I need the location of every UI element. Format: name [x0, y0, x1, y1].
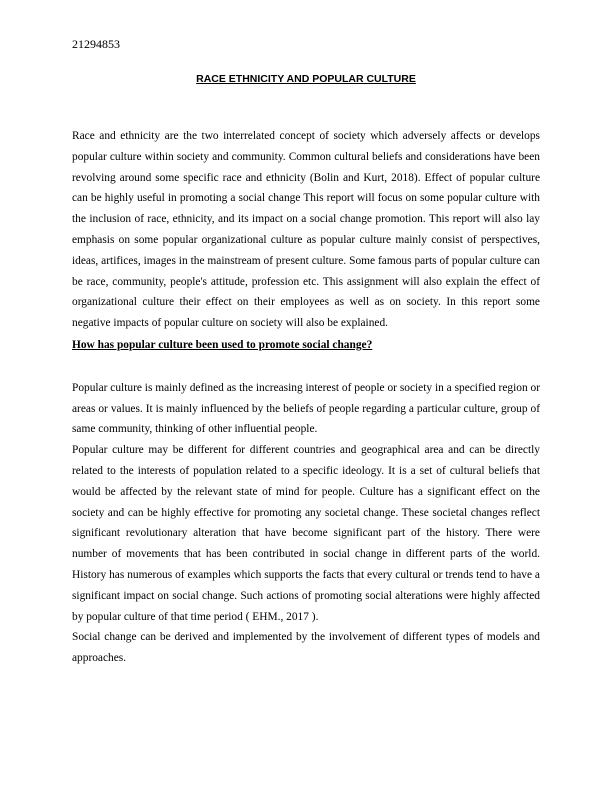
- section-paragraph-1: Popular culture is mainly defined as the increasing interest of people or society in a specified region or areas or values. It is mainly influenced by the beliefs of people regarding a particular culture, group of same community, thinking of other influential people.: [72, 381, 540, 436]
- section-heading: How has popular culture been used to promote social change?: [72, 338, 373, 351]
- document-title: RACE ETHNICITY AND POPULAR CULTURE: [196, 73, 416, 85]
- document-id-number: 21294853: [72, 37, 120, 51]
- document-body: [72, 126, 540, 669]
- section-spacer: [72, 356, 540, 378]
- intro-paragraph: Race and ethnicity are the two interrelated concept of society which adversely affects or develops popular culture within society and community. Common cultural beliefs and considerations have been revolving around some specific race and ethnicity (Bolin and Kurt, 2018). Effect of popular culture can be highly useful in promoting a social change This report will focus on some popular culture with the inclusion of race, ethnicity, and its impact on a social change promotion. This report will also lay emphasis on some popular organizational culture as popular culture mainly consist of perspectives, ideas, artifices, images in the mainstream of present culture. Some famous parts of popular culture can be race, community, people's attitude, profession etc. This assignment will also explain the effect of organizational culture their effect on their employees as well as on society. In this report some negative impacts of popular culture on society will also be explained.: [72, 130, 540, 330]
- section-paragraph-3: Social change can be derived and implemented by the involvement of different types of models and approaches.: [72, 631, 540, 665]
- section-paragraph-2: Popular culture may be different for different countries and geographical area and can be directly related to the interests of population related to a specific ideology. It is a set of cultural beliefs that would be affected by the relevant state of mind for people. Culture has a significant effect on the society and can be highly effective for promoting any societal change. These societal changes reflect significant revolutionary alteration that have become significant part of the history. There were number of movements that has been contributed in social change in different parts of the world. History has numerous of examples which supports the facts that every cultural or trends tend to have a significant impact on social change. Such actions of promoting social alterations were highly affected by popular culture of that time period ( EHM., 2017 ).: [72, 444, 540, 623]
